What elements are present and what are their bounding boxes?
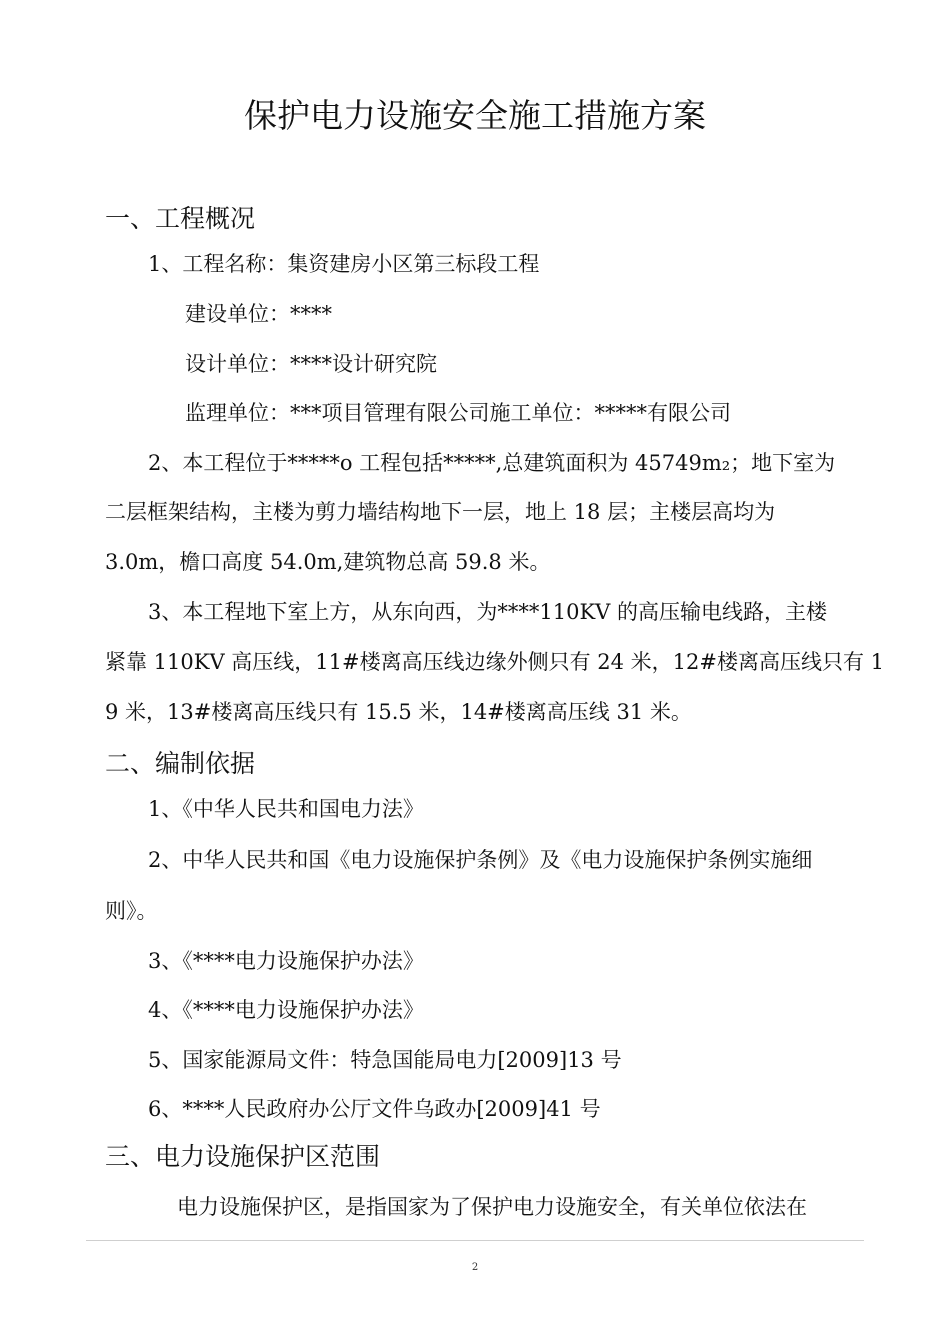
document-title: 保护电力设施安全施工措施方案 bbox=[244, 96, 706, 135]
list-item: 6、****人民政府办公厅文件乌政办[2009]41 号 bbox=[148, 1097, 601, 1121]
paragraph-line: 二层框架结构，主楼为剪力墙结构地下一层，地上 18 层；主楼层高均为 bbox=[105, 500, 776, 524]
list-item: 5、国家能源局文件：特急国能局电力[2009]13 号 bbox=[148, 1048, 622, 1072]
list-item: 1、《中华人民共和国电力法》 bbox=[148, 797, 424, 821]
section-heading-overview: 一、工程概况 bbox=[105, 204, 256, 233]
paragraph-line: 3、本工程地下室上方，从东向西，为****110KV 的高压输电线路，主楼 bbox=[148, 600, 827, 624]
page-number: 2 bbox=[471, 1262, 479, 1273]
list-item-continuation: 则》。 bbox=[105, 899, 158, 923]
paragraph-line: 紧靠 110KV 高压线，11#楼离高压线边缘外侧只有 24 米，12#楼离高压线只有 1 bbox=[105, 650, 885, 674]
paragraph-line: 建设单位：**** bbox=[185, 302, 332, 326]
paragraph-line: 监理单位：***项目管理有限公司施工单位：*****有限公司 bbox=[185, 401, 731, 425]
paragraph-line: 电力设施保护区，是指国家为了保护电力设施安全，有关单位依法在 bbox=[177, 1195, 807, 1219]
footer-divider bbox=[86, 1240, 864, 1241]
paragraph-line: 2、本工程位于*****o 工程包括*****,总建筑面积为 45749m₂；地下室为 bbox=[148, 451, 836, 475]
paragraph-line: 设计单位：****设计研究院 bbox=[185, 352, 437, 376]
paragraph-line: 1、工程名称：集资建房小区第三标段工程 bbox=[148, 252, 540, 276]
paragraph-line: 3.0m，檐口高度 54.0m,建筑物总高 59.8 米。 bbox=[105, 550, 551, 574]
paragraph-line: 9 米，13#楼离高压线只有 15.5 米，14#楼离高压线 31 米。 bbox=[105, 700, 692, 724]
section-heading-basis: 二、编制依据 bbox=[105, 749, 256, 778]
list-item: 2、中华人民共和国《电力设施保护条例》及《电力设施保护条例实施细 bbox=[148, 848, 813, 872]
list-item: 4、《****电力设施保护办法》 bbox=[148, 998, 424, 1022]
list-item: 3、《****电力设施保护办法》 bbox=[148, 949, 424, 973]
section-heading-protection-zone: 三、电力设施保护区范围 bbox=[105, 1142, 381, 1171]
